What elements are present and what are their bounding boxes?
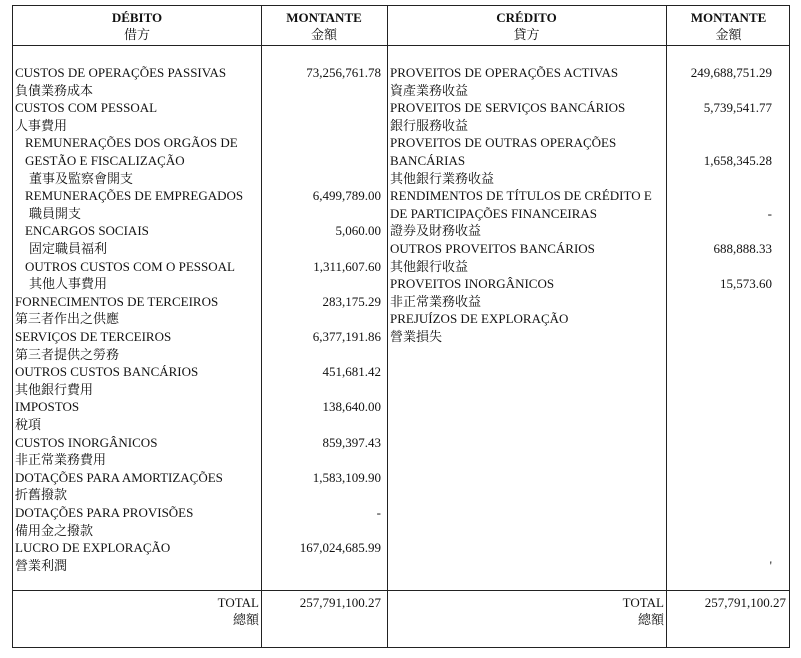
credit-line: PROVEITOS DE OPERAÇÕES ACTIVAS <box>390 65 619 80</box>
credit-amount: 688,888.33 <box>713 241 772 256</box>
debit-line: 第三者提供之勞務 <box>15 346 120 362</box>
debit-line: 稅項 <box>15 417 42 432</box>
debit-line: REMUNERAÇÕES DOS ORGÃOS DE <box>25 135 238 151</box>
debit-line: LUCRO DE EXPLORAÇÃO <box>15 540 171 556</box>
debit-amount: 5,060.00 <box>335 223 381 239</box>
credit-line: PREJUÍZOS DE EXPLORAÇÃO <box>390 311 569 327</box>
debit-line: 營業利潤 <box>15 557 68 573</box>
column-divider <box>387 6 388 647</box>
financial-statement-table <box>12 5 790 648</box>
total-divider <box>13 590 789 591</box>
credit-amount: 1,658,345.28 <box>703 153 772 168</box>
debit-amount: 1,583,109.90 <box>312 469 381 485</box>
header-debit-pt: DÉBITO <box>111 10 163 25</box>
header-credit-pt: CRÉDITO <box>496 10 557 25</box>
debit-line: ENCARGOS SOCIAIS <box>25 223 149 239</box>
debit-line: DOTAÇÕES PARA AMORTIZAÇÕES <box>15 469 223 485</box>
debit-line: CUSTOS INORGÂNICOS <box>15 434 158 450</box>
credit-amount: 5,739,541.77 <box>703 100 772 116</box>
debit-amount: - <box>376 505 381 520</box>
debit-amount: 167,024,685.99 <box>299 540 381 556</box>
credit-amount: 15,573.60 <box>720 276 772 292</box>
credit-line: 資產業務收益 <box>390 82 469 98</box>
credit-line: PROVEITOS DE SERVIÇOS BANCÁRIOS <box>390 100 626 116</box>
debit-line: IMPOSTOS <box>15 399 80 415</box>
credit-total-label-zh: 總額 <box>637 612 664 627</box>
debit-amount: 451,681.42 <box>322 364 381 380</box>
debit-line: 其他人事費用 <box>29 276 108 292</box>
debit-line: 其他銀行費用 <box>15 381 94 397</box>
credit-line: PROVEITOS DE OUTRAS OPERAÇÕES <box>390 135 617 151</box>
debit-line: REMUNERAÇÕES DE EMPREGADOS <box>25 188 244 204</box>
debit-total-value: 257,791,100.27 <box>299 595 381 610</box>
credit-line: BANCÁRIAS <box>390 153 466 168</box>
debit-line: GESTÃO E FISCALIZAÇÃO <box>25 153 185 168</box>
column-divider <box>261 6 262 647</box>
debit-line: CUSTOS COM PESSOAL <box>15 100 158 116</box>
credit-line: OUTROS PROVEITOS BANCÁRIOS <box>390 241 595 256</box>
debit-amount: 6,499,789.00 <box>312 188 381 204</box>
debit-line: 固定職員福利 <box>29 241 108 256</box>
column-divider <box>666 6 667 647</box>
header-debit-zh: 借方 <box>123 27 150 42</box>
debit-line: 負債業務成本 <box>15 82 94 98</box>
credit-total-value: 257,791,100.27 <box>704 595 786 610</box>
debit-total-label-zh: 總額 <box>232 612 259 627</box>
credit-line: RENDIMENTOS DE TÍTULOS DE CRÉDITO E <box>390 188 652 204</box>
debit-line: OUTROS CUSTOS BANCÁRIOS <box>15 364 199 380</box>
debit-amount: 859,397.43 <box>322 434 381 450</box>
credit-line: 其他銀行收益 <box>390 258 469 274</box>
debit-line: 非正常業務費用 <box>15 452 107 468</box>
credit-line: DE PARTICIPAÇÕES FINANCEIRAS <box>390 205 598 221</box>
debit-line: FORNECIMENTOS DE TERCEIROS <box>15 293 219 309</box>
debit-amount: 138,640.00 <box>322 399 381 415</box>
header-amount-pt: MONTANTE <box>286 10 362 25</box>
debit-line: 折舊撥款 <box>15 487 68 503</box>
debit-line: 董事及監察會開支 <box>29 170 134 186</box>
debit-line: 人事費用 <box>15 117 68 133</box>
header-amount2-zh: 金額 <box>715 27 742 42</box>
credit-amount: ' <box>769 557 772 573</box>
header-amount2-pt: MONTANTE <box>690 10 767 25</box>
header-credit <box>387 9 666 43</box>
credit-amount: - <box>767 205 772 221</box>
credit-line: 其他銀行業務收益 <box>390 170 495 186</box>
header-amount-credit <box>666 9 791 43</box>
credit-line: PROVEITOS INORGÂNICOS <box>390 276 555 292</box>
credit-line: 非正常業務收益 <box>390 293 482 309</box>
credit-amount: 249,688,751.29 <box>690 65 772 80</box>
credit-total-label <box>569 594 664 628</box>
header-amount-zh: 金額 <box>310 27 337 42</box>
header-amount-debit <box>261 9 387 43</box>
debit-line: SERVIÇOS DE TERCEIROS <box>15 329 172 344</box>
debit-line: 備用金之撥款 <box>15 522 94 538</box>
debit-line: DOTAÇÕES PARA PROVISÕES <box>15 505 194 520</box>
debit-line: 職員開支 <box>29 205 82 221</box>
debit-line: OUTROS CUSTOS COM O PESSOAL <box>25 258 235 274</box>
header-divider <box>13 45 789 46</box>
credit-line: 銀行服務收益 <box>390 117 469 133</box>
debit-amount: 6,377,191.86 <box>312 329 381 344</box>
credit-line: 證券及財務收益 <box>390 223 482 239</box>
header-credit-zh: 貸方 <box>513 27 540 42</box>
debit-amount: 73,256,761.78 <box>306 65 381 80</box>
debit-amount: 283,175.29 <box>322 293 381 309</box>
debit-amount: 1,311,607.60 <box>313 258 381 274</box>
debit-total-label <box>163 594 259 628</box>
header-debit <box>13 9 261 43</box>
credit-total-label-pt: TOTAL <box>622 595 664 610</box>
credit-line: 營業損失 <box>390 329 443 344</box>
debit-total-label-pt: TOTAL <box>217 595 259 610</box>
debit-line: CUSTOS DE OPERAÇÕES PASSIVAS <box>15 65 227 80</box>
debit-line: 第三者作出之供應 <box>15 311 120 327</box>
